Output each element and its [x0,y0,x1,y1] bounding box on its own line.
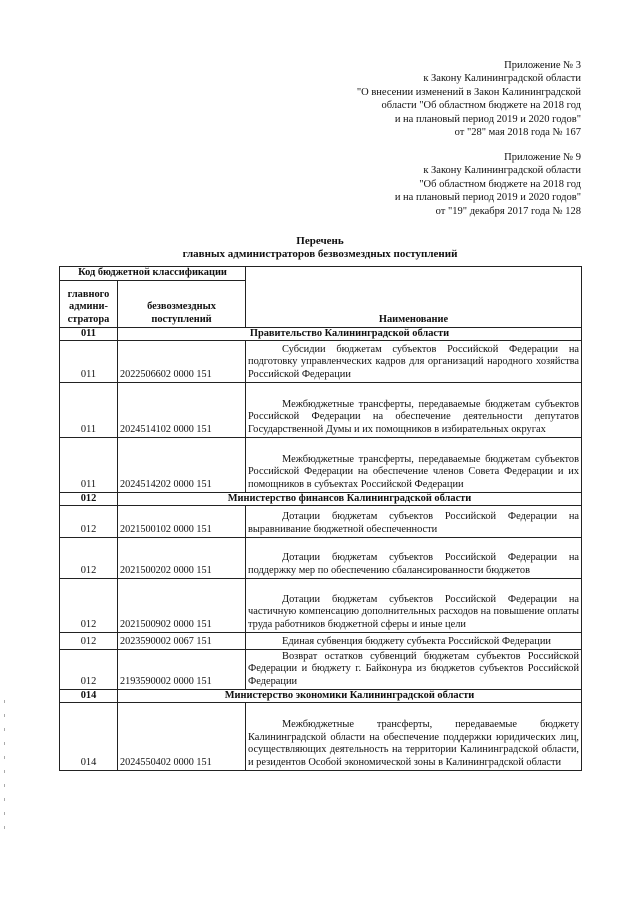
header-line: области "Об областном бюджете на 2018 год [381,100,581,112]
revenue-code-cell: 2024550402 0000 151 [118,702,246,770]
revenue-name-cell [246,578,582,632]
admin-code-column-header: главного админи-стратора [60,280,118,327]
document-subtitle: главных администраторов безвозмездных поступлений [182,248,458,260]
header-line: от "28" мая 2018 года № 167 [454,127,581,139]
revenue-name-text: Единая субвенция бюджету субъекта Российской Федерации [282,636,551,647]
admin-code-cell: 012 [60,632,118,649]
budget-classification-header: Код бюджетной классификации [60,267,246,281]
revenue-code-cell: 2024514102 0000 151 [118,382,246,437]
revenue-name-text: Возврат остатков субвенций бюджетам субъектов Российской Федерации и бюджету г. Байконура из бюджетов субъектов Российской Федерации [248,650,580,687]
section-admin-code: 012 [60,492,118,505]
admin-code-cell: 012 [60,649,118,689]
section-row [60,689,582,702]
header-line: "О внесении изменений в Закон Калининградской [356,86,581,98]
revenue-name-text: Межбюджетные трансферты, передаваемые бюджету Калининградской области на обеспечение поддержки юридических лиц, осуществляющих деятельность на территории Калининградской области, и резидентов Особой экономической зоны в Калининградской области [248,719,580,768]
table-row [60,578,582,632]
revenue-code-cell: 2021500102 0000 151 [118,505,246,537]
revenue-name-text: Дотации бюджетам субъектов Российской Федерации на поддержку мер по обеспечению сбалансированности бюджетов [248,552,580,576]
revenue-name-text: Межбюджетные трансферты, передаваемые бюджетам субъектов Российской Федерации на обеспечение членов Совета Федерации и их помощников в субъектах Российской Федерации [248,453,580,490]
header-line: и на плановый период 2019 и 2020 годов" [394,113,581,125]
section-row [60,492,582,505]
table-row [60,632,582,649]
revenue-code-cell: 2193590002 0000 151 [118,649,246,689]
table-row [60,382,582,437]
header-line: Приложение № 3 [504,60,581,71]
appendix-9-header [395,151,581,218]
table-row [60,340,582,382]
table-row [60,505,582,537]
table-row [60,649,582,689]
name-column-header: Наименование [246,267,582,328]
header-line: "Об областном бюджете на 2018 год [419,178,581,190]
section-row [60,327,582,340]
header-line: к Закону Калининградской области [423,73,581,85]
revenue-name-cell [246,649,582,689]
section-ministry-name: Правительство Калининградской области [118,327,582,340]
admin-code-cell: 014 [60,702,118,770]
revenue-code-cell: 2024514202 0000 151 [118,437,246,492]
administrators-table [59,266,582,771]
admin-code-cell: 012 [60,537,118,578]
revenue-name-cell [246,632,582,649]
admin-code-cell: 012 [60,578,118,632]
document-title: Перечень [296,235,344,247]
revenue-code-cell: 2021500902 0000 151 [118,578,246,632]
table-row [60,702,582,770]
admin-code-cell: 012 [60,505,118,537]
admin-code-cell: 011 [60,382,118,437]
revenue-name-cell [246,382,582,437]
section-ministry-name: Министерство финансов Калининградской области [118,492,582,505]
section-admin-code: 011 [60,327,118,340]
admin-code-cell: 011 [60,340,118,382]
revenue-code-cell: 2022506602 0000 151 [118,340,246,382]
header-line: и на плановый период 2019 и 2020 годов" [394,192,581,204]
section-ministry-name: Министерство экономики Калининградской области [118,689,582,702]
revenue-name-cell [246,340,582,382]
section-admin-code: 014 [60,689,118,702]
header-line: от "19" декабря 2017 года № 128 [435,205,581,217]
header-line: Приложение № 9 [504,152,581,163]
scan-margin-marks [4,700,6,850]
revenue-name-cell [246,437,582,492]
appendix-3-header [357,59,581,139]
header-line: к Закону Калининградской области [423,165,581,177]
table-body [60,327,582,770]
revenue-name-text: Дотации бюджетам субъектов Российской Федерации на частичную компенсацию дополнительных расходов на повышение оплаты труда работников бюджетной сферы и иные цели [248,593,580,630]
table-row [60,537,582,578]
revenue-name-cell [246,702,582,770]
revenue-name-cell [246,537,582,578]
revenue-name-text: Межбюджетные трансферты, передаваемые бюджетам субъектов Российской Федерации на обеспечение деятельности депутатов Государственной Думы и их помощников в избирательных округах [248,398,580,435]
table-row [60,437,582,492]
admin-code-cell: 011 [60,437,118,492]
revenue-name-text: Дотации бюджетам субъектов Российской Федерации на выравнивание бюджетной обеспеченности [248,511,580,535]
revenue-code-column-header: безвозмездных поступлений [118,280,246,327]
revenue-name-cell [246,505,582,537]
revenue-code-cell: 2023590002 0067 151 [118,632,246,649]
revenue-code-cell: 2021500202 0000 151 [118,537,246,578]
revenue-name-text: Субсидии бюджетам субъектов Российской Федерации на подготовку управленческих кадров для организаций народного хозяйства Российской Федерации [248,343,580,380]
